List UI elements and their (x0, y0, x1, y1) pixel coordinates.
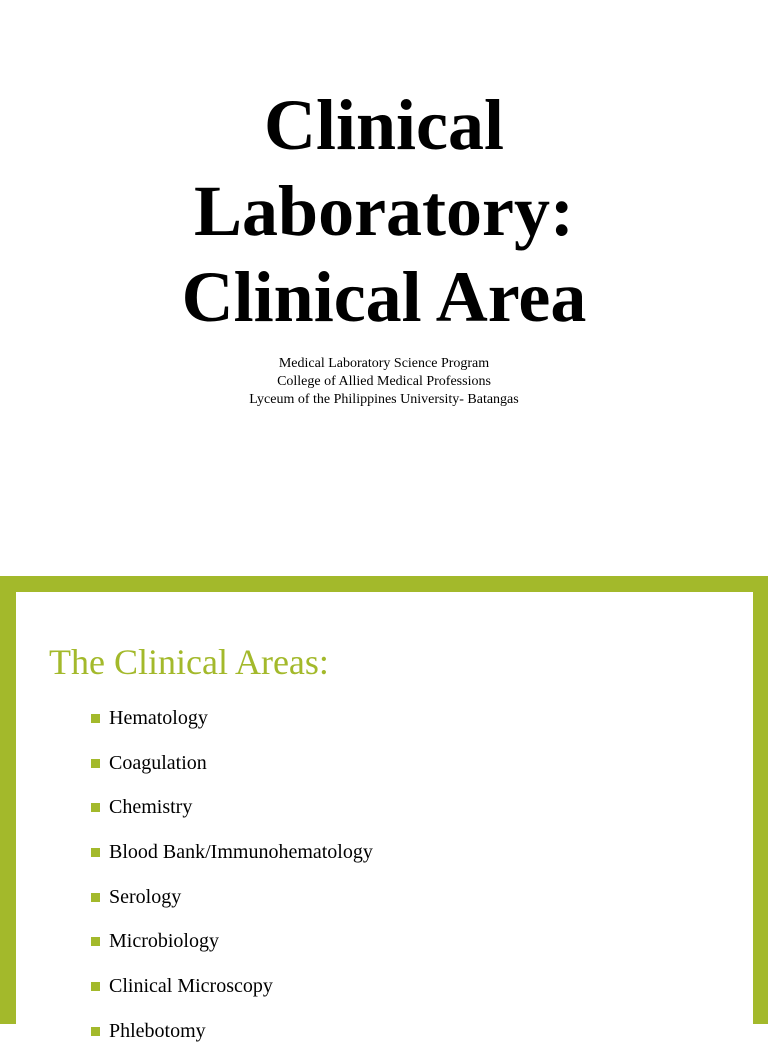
college-name: College of Allied Medical Professions (277, 374, 491, 389)
list-item (91, 751, 373, 796)
title-line: Clinical Area (181, 257, 587, 337)
list-item-label: Microbiology (109, 930, 219, 953)
clinical-areas-slide (0, 576, 768, 1042)
square-bullet-icon (91, 848, 100, 857)
list-item (91, 840, 373, 885)
square-bullet-icon (91, 759, 100, 768)
list-item (91, 1019, 373, 1064)
list-item (91, 706, 373, 751)
list-item-label: Serology (109, 885, 182, 908)
list-item-label: Chemistry (109, 796, 193, 819)
square-bullet-icon (91, 1027, 100, 1036)
title-line: Laboratory: (194, 171, 574, 251)
list-item-label: Clinical Microscopy (109, 975, 273, 998)
square-bullet-icon (91, 714, 100, 723)
list-item-label: Coagulation (109, 751, 207, 774)
slide-title (0, 82, 768, 340)
list-item-label: Hematology (109, 707, 208, 729)
square-bullet-icon (91, 937, 100, 946)
clinical-areas-list (91, 706, 373, 1064)
list-item-label: Blood Bank/Immunohematology (109, 841, 373, 864)
program-name: Medical Laboratory Science Program (278, 356, 490, 371)
list-item (91, 885, 373, 930)
square-bullet-icon (91, 893, 100, 902)
title-line: Clinical (263, 85, 504, 165)
square-bullet-icon (91, 803, 100, 812)
square-bullet-icon (91, 982, 100, 991)
areas-heading: The Clinical Areas: (49, 642, 329, 682)
slide-content-panel (16, 592, 753, 1042)
list-item (91, 929, 373, 974)
university-name: Lyceum of the Philippines University- Batangas (249, 392, 519, 407)
list-item-label: Phlebotomy (109, 1019, 206, 1042)
slide-subtitle (0, 355, 768, 409)
list-item (91, 974, 373, 1019)
list-item (91, 795, 373, 840)
